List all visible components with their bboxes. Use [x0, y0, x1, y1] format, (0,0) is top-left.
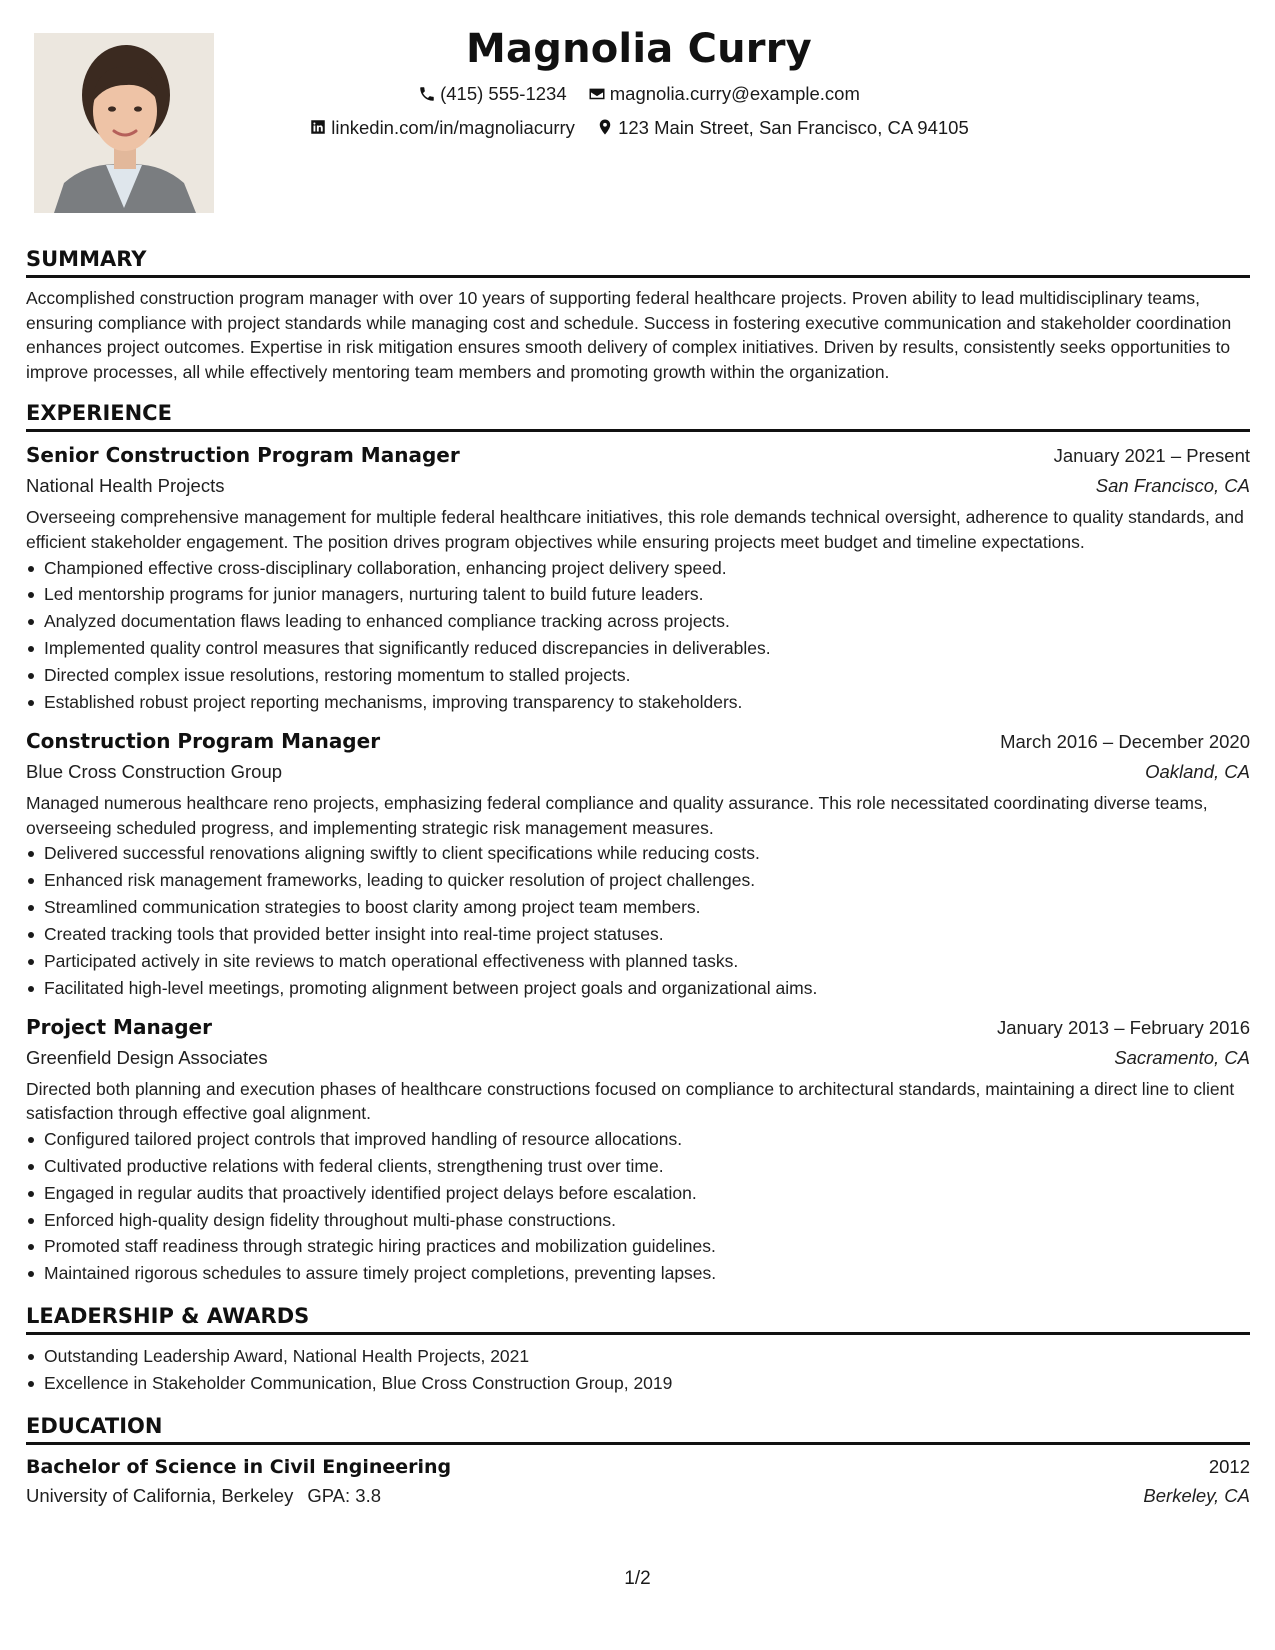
envelope-icon: [588, 85, 606, 103]
award-list: [26, 1343, 1250, 1397]
job-description: Directed both planning and execution phases of healthcare constructions focused on compliance to architectural standards, maintaining a direct line to client satisfaction through effective goal alignment.: [26, 1078, 1235, 1124]
map-pin-icon: [596, 118, 614, 136]
bullet-item: Engaged in regular audits that proactively identified project delays before escalation.: [26, 1180, 1250, 1207]
job-title: Project Manager: [26, 1014, 212, 1039]
bullet-item: Delivered successful renovations aligning swiftly to client specifications while reducing costs.: [26, 840, 1250, 867]
bullet-item: Led mentorship programs for junior managers, nurturing talent to build future leaders.: [26, 581, 1250, 608]
job-dates: March 2016 – December 2020: [1000, 731, 1250, 752]
job-entry: [26, 440, 1250, 716]
contact-linkedin: [309, 112, 575, 143]
job-entry: [26, 726, 1250, 1002]
job-description: Managed numerous healthcare reno projects, emphasizing federal compliance and quality assurance. This role necessitated coordinating diverse teams, overseeing scheduled progress, and implementing strategic risk management measures.: [26, 793, 1208, 838]
bullet-item: Promoted staff readiness through strategic hiring practices and mobilization guidelines.: [26, 1233, 1250, 1260]
leadership-section: [26, 1301, 1250, 1397]
degree: Bachelor of Science in Civil Engineering: [26, 1456, 452, 1479]
job-title: Senior Construction Program Manager: [26, 443, 460, 468]
bullet-item: Analyzed documentation flaws leading to enhanced compliance tracking across projects.: [26, 608, 1250, 635]
section-title-leadership: LEADERSHIP & AWARDS: [26, 1301, 1250, 1335]
job-dates: January 2021 – Present: [1053, 445, 1250, 467]
email-text: magnolia.curry@example.com: [609, 83, 860, 104]
bullet-item: Maintained rigorous schedules to assure timely project completions, preventing lapses.: [26, 1260, 1250, 1287]
school-location: Berkeley, CA: [1143, 1485, 1250, 1507]
bullet-item: Participated actively in site reviews to match operational effectiveness with planned tasks.: [26, 948, 1250, 975]
summary-section: [26, 244, 1250, 384]
bullet-item: Streamlined communication strategies to boost clarity among project team members.: [26, 894, 1250, 921]
bullet-item: Enforced high-quality design fidelity throughout multi-phase constructions.: [26, 1207, 1250, 1234]
contact-phone: [418, 78, 567, 109]
linkedin-icon: [309, 118, 327, 136]
job-dates: January 2013 – February 2016: [996, 1016, 1250, 1038]
summary-text: Accomplished construction program manager with over 10 years of supporting federal healthcare projects. Proven ability to lead multidisciplinary teams, ensuring compliance with project standards while managing cost and schedule. Success in fostering executive communication and stakeholder coordination enhances project outcomes. Expertise in risk mitigation ensures smooth delivery of complex initiatives. Driven by results, consistently seeks opportunities to improve processes, all while effectively mentoring team members and promoting growth within the organization.: [26, 288, 1232, 382]
contact-line-1: [214, 78, 1064, 112]
section-title-experience: EXPERIENCE: [26, 398, 1250, 432]
job-title: Construction Program Manager: [26, 729, 381, 753]
contact-line-2: [214, 112, 1064, 146]
bullet-item: Cultivated productive relations with federal clients, strengthening trust over time.: [26, 1153, 1250, 1180]
bullet-item: Created tracking tools that provided better insight into real-time project statuses.: [26, 921, 1250, 948]
resume-body: [26, 244, 1250, 1525]
education-section: [26, 1411, 1250, 1511]
job-location: Oakland, CA: [1145, 761, 1250, 782]
job-bullets: [26, 555, 1250, 716]
section-title-education: EDUCATION: [26, 1411, 1250, 1445]
bullet-item: Configured tailored project controls that improved handling of resource allocations.: [26, 1126, 1250, 1153]
page-number: 1/2: [624, 1568, 651, 1589]
bullet-item: Established robust project reporting mechanisms, improving transparency to stakeholders.: [26, 689, 1250, 716]
job-location: Sacramento, CA: [1114, 1046, 1250, 1068]
award-item: Excellence in Stakeholder Communication, Blue Cross Construction Group, 2019: [26, 1370, 1250, 1397]
bullet-item: Facilitated high-level meetings, promoting alignment between project goals and organizational aims.: [26, 975, 1250, 1002]
resume-header: [214, 20, 1064, 145]
section-title-summary: SUMMARY: [26, 244, 1250, 278]
graduation-year: 2012: [1208, 1456, 1250, 1478]
candidate-name: Magnolia Curry: [466, 26, 812, 72]
award-item: Outstanding Leadership Award, National Health Projects, 2021: [26, 1343, 1250, 1370]
experience-section: [26, 398, 1250, 1287]
job-company: Blue Cross Construction Group: [26, 761, 283, 782]
phone-icon: [418, 85, 436, 103]
profile-photo: [34, 33, 214, 213]
job-company: Greenfield Design Associates: [26, 1046, 268, 1068]
job-bullets: [26, 840, 1250, 1001]
job-location: San Francisco, CA: [1095, 475, 1250, 497]
bullet-item: Directed complex issue resolutions, restoring momentum to stalled projects.: [26, 662, 1250, 689]
contact-email: [588, 78, 860, 109]
bullet-item: Implemented quality control measures that significantly reduced discrepancies in deliverables.: [26, 635, 1250, 662]
bullet-item: Enhanced risk management frameworks, leading to quicker resolution of project challenges.: [26, 867, 1250, 894]
school-and-gpa: [26, 1481, 381, 1511]
contact-address: [596, 112, 969, 143]
gpa: GPA: 3.8: [307, 1485, 382, 1507]
job-company: National Health Projects: [26, 475, 225, 497]
job-entry: [26, 1012, 1250, 1288]
address-text: 123 Main Street, San Francisco, CA 94105: [618, 116, 969, 138]
job-bullets: [26, 1126, 1250, 1287]
phone-text: (415) 555-1234: [440, 83, 567, 104]
bullet-item: Championed effective cross-disciplinary collaboration, enhancing project delivery speed.: [26, 555, 1250, 582]
linkedin-text: linkedin.com/in/magnoliacurry: [331, 116, 575, 138]
school-name: University of California, Berkeley: [26, 1485, 294, 1507]
job-description: Overseeing comprehensive management for multiple federal healthcare initiatives, this role demands technical oversight, adherence to quality standards, and efficient stakeholder engagement. The position drives program objectives while ensuring projects meet budget and timeline expectations.: [26, 507, 1244, 552]
